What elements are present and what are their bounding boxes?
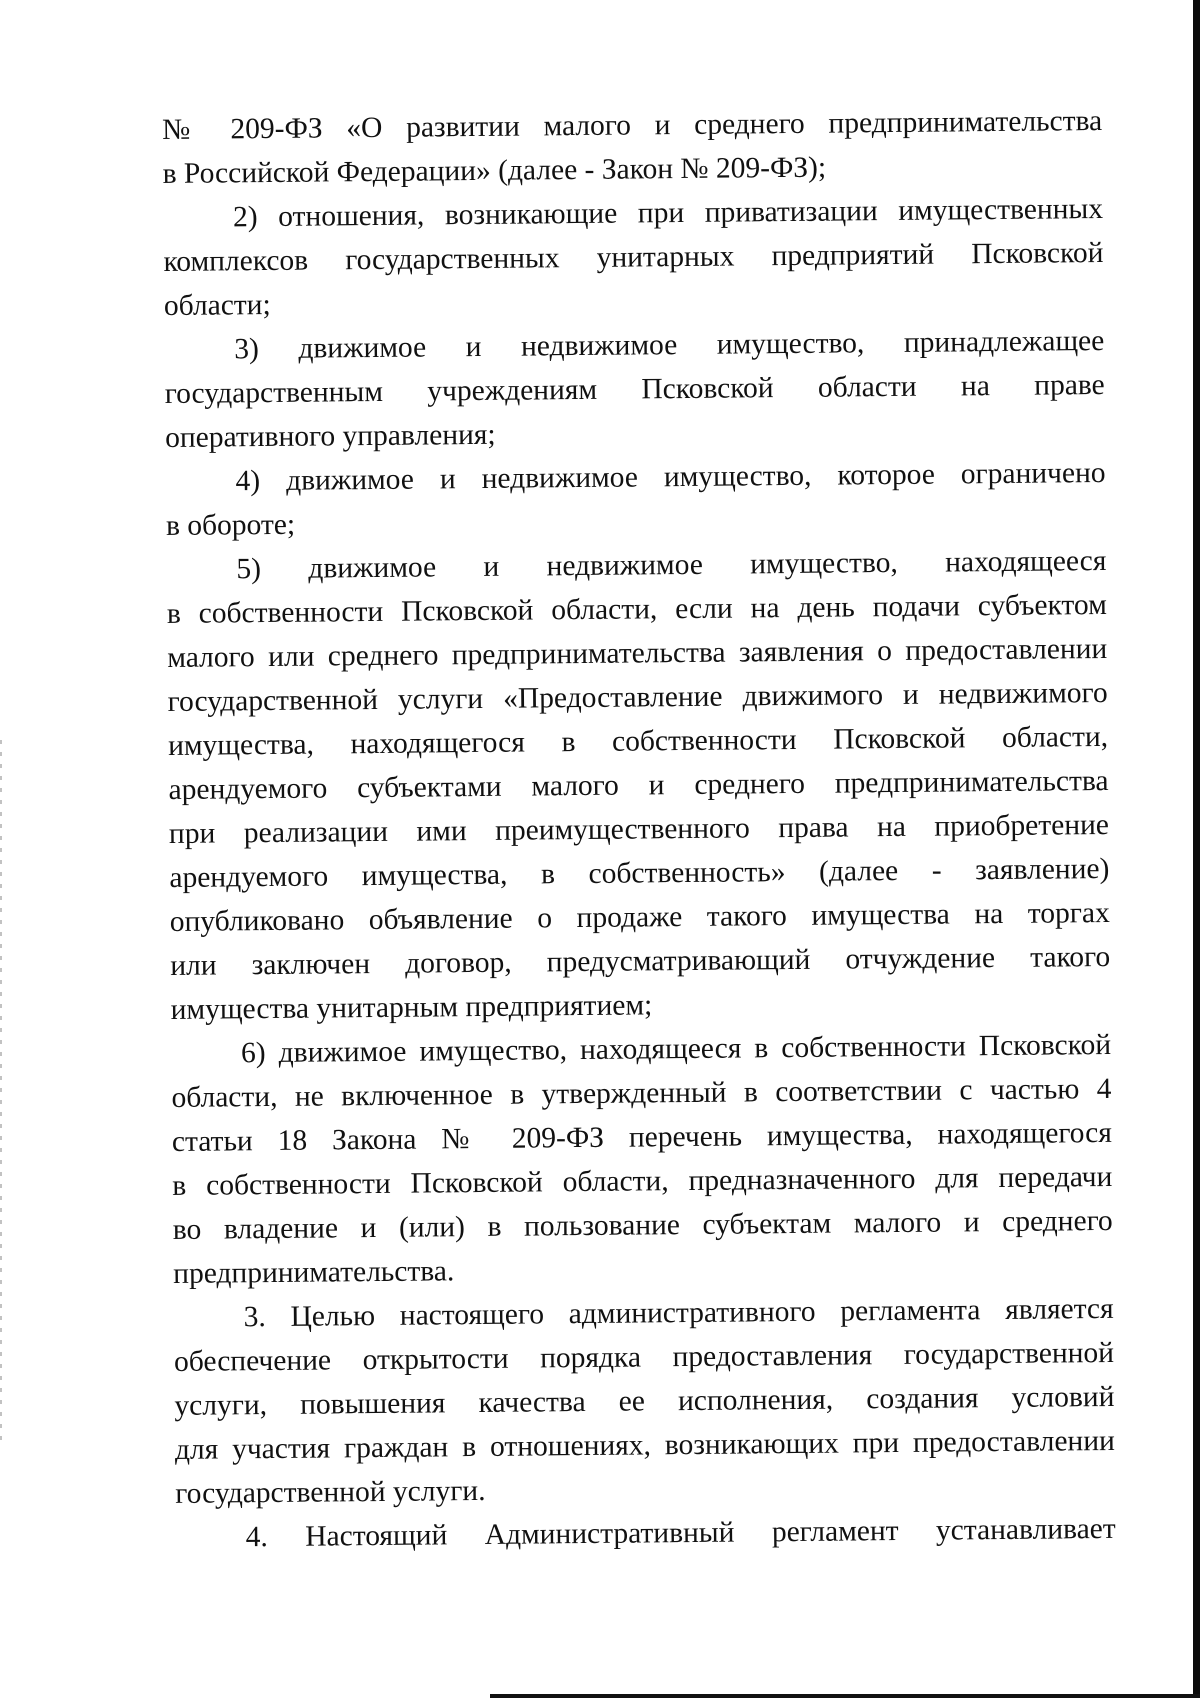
text-line: области; [163, 288, 271, 322]
text-line: для участия граждан в отношениях, возникающих при предоставлении [174, 1424, 1115, 1466]
text-line: опубликовано объявление о продаже такого имущества на торгах [169, 896, 1110, 938]
text-line: статьи 18 Закона № 209-ФЗ перечень имущества, находящегося [171, 1116, 1113, 1158]
text-line: государственной услуги. [175, 1474, 486, 1510]
text-line: в собственности Псковской области, если на день подачи субъектом [166, 588, 1107, 630]
text-line: услуги, повышения качества ее исполнения, создания условий [174, 1380, 1115, 1422]
text-line: 4) движимое и недвижимое имущество, которое ограничено [235, 456, 1106, 498]
text-line: 3) движимое и недвижимое имущество, принадлежащее [234, 324, 1105, 366]
text-line: имущества, находящегося в собственности Псковской области, [167, 720, 1109, 762]
text-line: 3. Целью настоящего административного регламента является [243, 1292, 1114, 1334]
text-line: предпринимательства. [173, 1255, 455, 1290]
text-line: 2) отношения, возникающие при приватизации имущественных [232, 192, 1104, 234]
text-line: № 209-ФЗ «О развитии малого и среднего предпринимательства [162, 104, 1103, 146]
text-line: 5) движимое и недвижимое имущество, находящееся [236, 544, 1107, 586]
document-body [162, 99, 1117, 1668]
text-line: государственным учреждениям Псковской области на праве [164, 368, 1105, 410]
text-line: имущества унитарным предприятием; [170, 989, 653, 1026]
text-line: оперативного управления; [165, 418, 496, 454]
text-line: государственной услуги «Предоставление движимого и недвижимого [167, 676, 1108, 718]
text-line: арендуемого субъектами малого и среднего предпринимательства [168, 764, 1109, 806]
text-line: 6) движимое имущество, находящееся в собственности Псковской [240, 1028, 1112, 1070]
text-line: малого или среднего предпринимательства заявления о предоставлении [167, 632, 1108, 674]
text-line: или заключен договор, предусматривающий отчуждение такого [170, 940, 1111, 982]
text-line: при реализации ими преимущественного права на приобретение [168, 808, 1110, 850]
text-line: в собственности Псковской области, предназначенного для передачи [172, 1160, 1113, 1202]
page-edge-bottom [490, 1694, 1200, 1698]
text-line: в Российской Федерации» (далее - Закон № 209-ФЗ); [162, 151, 827, 190]
text-line: обеспечение открытости порядка предоставления государственной [173, 1336, 1115, 1378]
text-line: комплексов государственных унитарных предприятий Псковской [163, 236, 1104, 278]
page-edge-right [1193, 0, 1200, 1698]
scan-mark-left [0, 740, 2, 1440]
text-line: арендуемого имущества, в собственность» (далее - заявление) [169, 852, 1110, 894]
text-line: 4. Настоящий Административный регламент устанавливает [245, 1512, 1116, 1554]
text-line: во владение и (или) в пользование субъектам малого и среднего [172, 1204, 1113, 1246]
text-line: в обороте; [165, 508, 296, 542]
text-line: области, не включенное в утвержденный в соответствии с частью 4 [171, 1072, 1112, 1114]
